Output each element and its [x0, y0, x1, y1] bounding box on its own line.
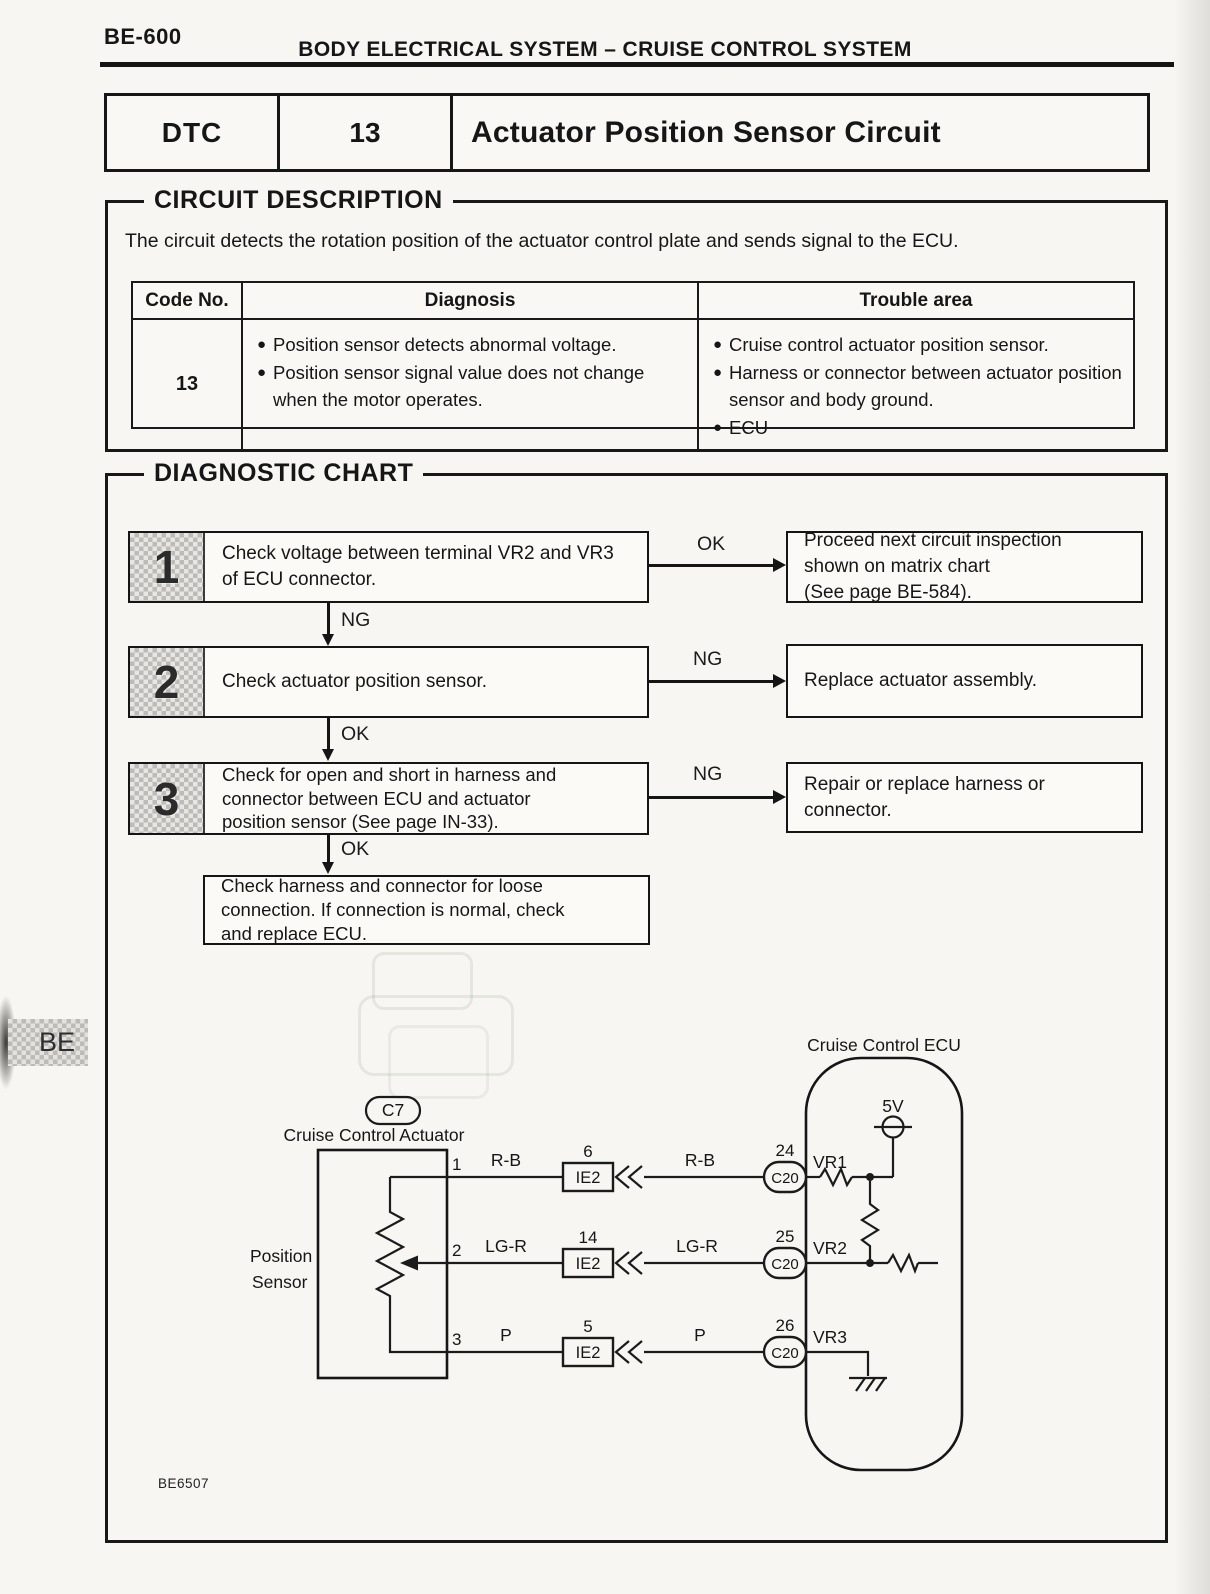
ie2-pin-number: 14	[578, 1228, 598, 1247]
trouble-item: ● ECU	[713, 415, 1125, 441]
cell-code: 13	[133, 320, 243, 449]
cell-trouble-area	[699, 320, 1133, 449]
terminal-label: VR1	[813, 1152, 848, 1172]
c20-label: C20	[771, 1345, 799, 1362]
section-tab-be: BE	[8, 1019, 88, 1066]
position-sensor-label: Position	[250, 1246, 313, 1266]
col-header-code: Code No.	[133, 283, 243, 320]
step-3-text: Check for open and short in harness and connector between ECU and actuator position sensor (See page IN-33).	[222, 764, 557, 833]
resistor-symbol	[862, 1181, 878, 1263]
resistor-symbol	[888, 1255, 918, 1271]
flow-result-3: Repair or replace harness or connector.	[786, 762, 1143, 833]
junction-dot	[866, 1259, 874, 1267]
power-label: 5V	[882, 1096, 904, 1116]
diagnosis-item: ● Position sensor signal value does not change when the motor operates.	[257, 360, 689, 413]
junction-dot	[866, 1173, 874, 1181]
connector-chevron-icon	[616, 1341, 629, 1363]
page-number: BE-600	[104, 24, 182, 49]
ie2-label: IE2	[575, 1255, 601, 1273]
cell-diagnosis	[243, 320, 699, 449]
connector-chevron-icon	[629, 1341, 642, 1363]
bullet-icon: ●	[713, 364, 723, 382]
ground-icon	[866, 1378, 875, 1391]
branch-label: OK	[341, 838, 370, 860]
col-header-diagnosis: Diagnosis	[243, 283, 699, 320]
header-rule	[100, 62, 1174, 67]
flow-step-2	[128, 646, 649, 718]
arrow-down-icon	[322, 862, 334, 874]
flow-connector	[649, 564, 774, 567]
bullet-icon: ●	[257, 364, 267, 382]
c20-label: C20	[771, 1256, 799, 1273]
branch-label: OK	[697, 533, 726, 555]
c20-pin-number: 26	[775, 1316, 795, 1335]
terminal-label: VR2	[813, 1238, 848, 1258]
c20-label: C20	[771, 1170, 799, 1187]
pin-number: 1	[452, 1155, 462, 1174]
trouble-item: ● Cruise control actuator position sensor.	[713, 332, 1125, 358]
wire	[806, 1352, 868, 1376]
ie2-pin-number: 5	[583, 1317, 593, 1336]
c20-pin-number: 24	[775, 1141, 795, 1160]
flow-final-action: Check harness and connector for loose connection. If connection is normal, check and replace ECU.	[203, 875, 650, 945]
branch-label: NG	[693, 648, 723, 670]
flow-step-3	[128, 762, 649, 835]
page-header-title: BODY ELECTRICAL SYSTEM – CRUISE CONTROL SYSTEM	[298, 38, 912, 61]
branch-label: NG	[693, 763, 723, 785]
branch-label: NG	[341, 609, 371, 631]
ie2-pin-number: 6	[583, 1142, 593, 1161]
arrow-right-icon	[773, 558, 786, 572]
pin-number: 3	[452, 1330, 462, 1349]
figure-code: BE6507	[158, 1476, 210, 1491]
ground-icon	[856, 1378, 865, 1391]
ie2-label: IE2	[575, 1169, 601, 1187]
connector-c7-label: C7	[381, 1100, 405, 1120]
connector-chevron-icon	[629, 1166, 642, 1188]
arrow-right-icon	[773, 674, 786, 688]
flow-connector	[327, 835, 330, 863]
dtc-banner	[104, 93, 1150, 172]
wiper-arrow-icon	[400, 1256, 418, 1271]
diagnosis-item: ● Position sensor detects abnormal voltage.	[257, 332, 689, 358]
flow-connector	[327, 603, 330, 635]
dtc-code: 13	[280, 96, 453, 169]
connector-chevron-icon	[616, 1252, 629, 1274]
wire-color-label: LG-R	[485, 1236, 527, 1256]
arrow-down-icon	[322, 749, 334, 761]
step-2-text: Check actuator position sensor.	[222, 671, 488, 693]
flow-result-2: Replace actuator assembly.	[786, 644, 1143, 718]
position-sensor-label: Sensor	[252, 1272, 308, 1292]
flow-connector	[327, 718, 330, 750]
page-edge-shadow	[1174, 0, 1210, 1594]
ecu-title: Cruise Control ECU	[807, 1035, 961, 1055]
ground-icon	[876, 1378, 885, 1391]
step-1-text: Check voltage between terminal VR2 and VR3 of ECU connector.	[222, 543, 614, 590]
dtc-title: Actuator Position Sensor Circuit	[471, 115, 941, 149]
step-number-tile: 1	[130, 533, 205, 601]
c20-pin-number: 25	[775, 1227, 795, 1246]
dtc-label: DTC	[107, 96, 280, 169]
circuit-description-section	[105, 186, 1168, 452]
flow-connector	[649, 796, 774, 799]
wire-color-label: R-B	[490, 1150, 522, 1170]
circuit-description-intro: The circuit detects the rotation position of the actuator control plate and sends signal to the ECU.	[125, 230, 959, 252]
circuit-description-heading: CIRCUIT DESCRIPTION	[144, 186, 453, 215]
step-number-tile: 3	[130, 764, 205, 833]
diagnostic-chart-heading: DIAGNOSTIC CHART	[144, 459, 423, 488]
wiring-diagram	[105, 985, 1168, 1543]
actuator-title: Cruise Control Actuator	[283, 1125, 465, 1145]
flow-step-1	[128, 531, 649, 603]
bullet-icon: ●	[713, 418, 723, 436]
flow-result-1: Proceed next circuit inspection shown on matrix chart (See page BE-584).	[786, 531, 1143, 603]
connector-chevron-icon	[629, 1252, 642, 1274]
pin-number: 2	[452, 1241, 462, 1260]
branch-label: OK	[341, 723, 370, 745]
wire-color-label: R-B	[684, 1150, 716, 1170]
wire-color-label: LG-R	[676, 1236, 718, 1256]
flow-connector	[649, 680, 774, 683]
terminal-label: VR3	[813, 1327, 848, 1347]
bullet-icon: ●	[713, 336, 723, 353]
diagnosis-table	[131, 281, 1135, 438]
arrow-right-icon	[773, 790, 786, 804]
wire-color-label: P	[694, 1325, 706, 1345]
bullet-icon: ●	[257, 336, 267, 353]
col-header-trouble-area: Trouble area	[699, 283, 1133, 320]
step-number-tile: 2	[130, 648, 205, 716]
arrow-down-icon	[322, 634, 334, 646]
ie2-label: IE2	[575, 1344, 601, 1362]
wire-color-label: P	[500, 1325, 512, 1345]
connector-chevron-icon	[616, 1166, 629, 1188]
trouble-item: ● Harness or connector between actuator position sensor and body ground.	[713, 360, 1125, 413]
